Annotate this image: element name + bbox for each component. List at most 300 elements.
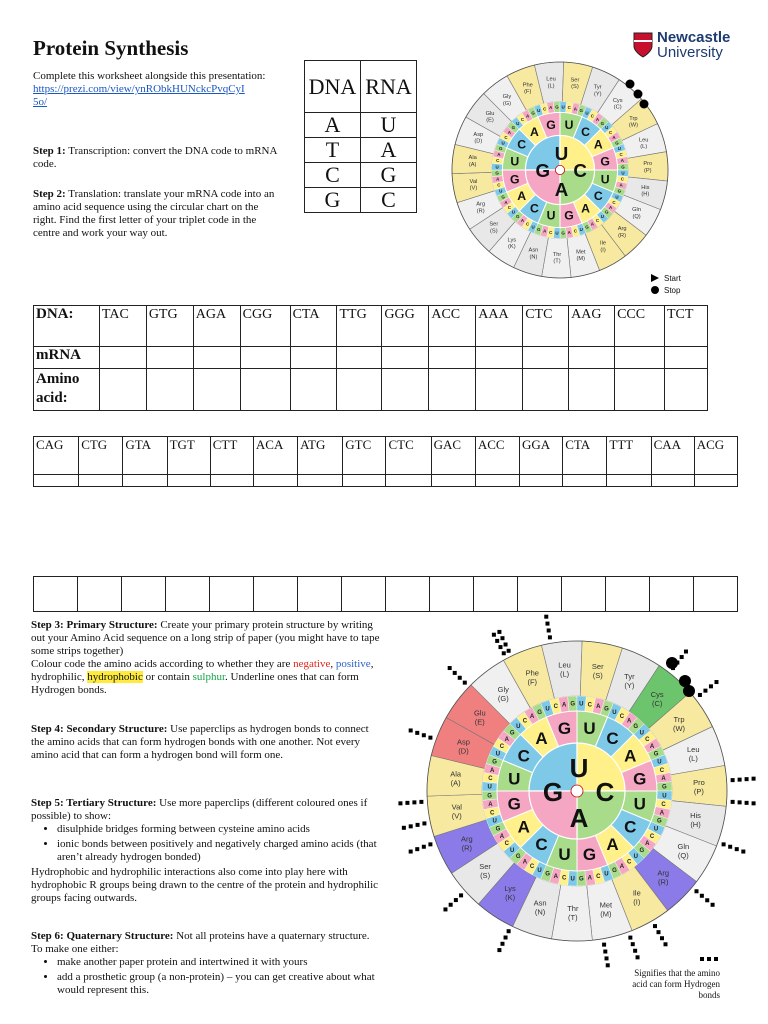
amino-cell[interactable] bbox=[476, 369, 523, 411]
amino-label: Phe (F) bbox=[525, 668, 539, 687]
hbond-mark bbox=[548, 635, 552, 639]
mrna-cell[interactable] bbox=[429, 347, 476, 369]
third-base-label: C bbox=[661, 801, 666, 808]
third-base-label: U bbox=[633, 853, 638, 860]
amino-label: Ile (I) bbox=[600, 240, 607, 254]
stop-codon-dot bbox=[683, 685, 695, 697]
dna-cell[interactable]: ATG bbox=[298, 437, 343, 475]
amino-label: Val (V) bbox=[451, 802, 462, 821]
amino-cell[interactable] bbox=[523, 369, 569, 411]
dna-cell[interactable]: CAG bbox=[34, 437, 79, 475]
third-base-label: U bbox=[561, 104, 565, 110]
dna-cell[interactable]: AGA bbox=[193, 306, 240, 347]
amino-label: Gly (G) bbox=[497, 684, 509, 703]
hbond-mark bbox=[703, 689, 707, 693]
second-base-label: G bbox=[600, 154, 610, 169]
amino-cell[interactable] bbox=[650, 577, 694, 612]
dna-cell[interactable]: TTG bbox=[337, 306, 382, 347]
dna-cell[interactable]: GTC bbox=[343, 437, 386, 475]
hbond-mark bbox=[605, 956, 609, 960]
second-base-label: C bbox=[529, 201, 539, 216]
start-stop-legend: Start Stop bbox=[650, 272, 681, 296]
third-base-label: U bbox=[487, 784, 492, 791]
hbond-mark bbox=[544, 615, 548, 619]
third-base-label: G bbox=[612, 868, 617, 875]
third-base-label: G bbox=[492, 759, 497, 766]
amino-label: Arg (R) bbox=[657, 868, 670, 887]
rna-header: RNA bbox=[361, 61, 417, 113]
page-title: Protein Synthesis bbox=[33, 36, 189, 60]
start-triangle-icon bbox=[650, 273, 660, 283]
amino-cell[interactable] bbox=[337, 369, 382, 411]
third-base-label: C bbox=[626, 859, 632, 866]
third-base-label: C bbox=[645, 736, 650, 743]
third-base-label: A bbox=[488, 801, 493, 808]
second-base-label: A bbox=[581, 201, 591, 216]
third-base-label: G bbox=[570, 701, 576, 708]
dna-cell[interactable]: AAG bbox=[569, 306, 615, 347]
mrna-cell[interactable] bbox=[520, 475, 563, 487]
mrna-cell[interactable] bbox=[664, 347, 707, 369]
mrna-cell[interactable] bbox=[651, 475, 694, 487]
third-base-label: U bbox=[657, 759, 662, 766]
mrna-cell[interactable] bbox=[210, 475, 253, 487]
hbond-mark bbox=[492, 633, 496, 637]
third-base-label: U bbox=[615, 194, 619, 200]
third-base-label: G bbox=[617, 188, 622, 194]
amino-cell[interactable] bbox=[664, 369, 707, 411]
amino-cell[interactable] bbox=[240, 369, 290, 411]
dna-cell[interactable]: TGT bbox=[167, 437, 210, 475]
hbond-mark bbox=[741, 850, 745, 854]
mrna-cell[interactable] bbox=[193, 347, 240, 369]
third-base-label: C bbox=[561, 875, 567, 882]
second-base-label: U bbox=[564, 118, 574, 133]
third-base-label: A bbox=[587, 875, 593, 882]
dna-cell[interactable]: CTC bbox=[523, 306, 569, 347]
amino-label: Ser (S) bbox=[479, 862, 491, 881]
dna-cell[interactable]: ACA bbox=[253, 437, 297, 475]
mrna-cell[interactable] bbox=[343, 475, 386, 487]
dna-header: DNA bbox=[305, 61, 361, 113]
third-base-label: G bbox=[579, 108, 583, 114]
third-base-label: U bbox=[612, 709, 617, 716]
second-base-label: G bbox=[557, 719, 572, 739]
amino-label: Trp (W) bbox=[628, 115, 639, 129]
third-base-label: U bbox=[639, 730, 645, 737]
dna-cell[interactable]: ACC bbox=[429, 306, 476, 347]
second-base-label: A bbox=[529, 125, 539, 140]
third-base-label: A bbox=[507, 129, 512, 135]
third-base-label: A bbox=[504, 199, 508, 205]
hbond-mark bbox=[448, 666, 452, 670]
second-base-label: A bbox=[593, 137, 603, 152]
third-base-label: U bbox=[579, 701, 584, 708]
dna-cell[interactable]: GAC bbox=[431, 437, 475, 475]
third-base-label: G bbox=[621, 164, 625, 170]
third-base-label: G bbox=[615, 140, 619, 146]
first-base-label: C bbox=[595, 777, 615, 807]
mrna-cell[interactable] bbox=[431, 475, 475, 487]
third-base-label: A bbox=[612, 135, 616, 141]
second-base-label: U bbox=[583, 719, 596, 739]
hbond-mark bbox=[660, 936, 664, 940]
hbond-mark bbox=[698, 693, 702, 697]
third-base-label: U bbox=[509, 847, 515, 854]
third-base-label: G bbox=[537, 226, 541, 232]
dna-cell[interactable]: CTA bbox=[563, 437, 607, 475]
hbond-mark bbox=[412, 800, 416, 804]
second-base-label: G bbox=[582, 844, 597, 864]
amino-label: Met (M) bbox=[576, 249, 586, 263]
second-base-label: U bbox=[508, 769, 521, 789]
third-base-label: C bbox=[497, 182, 501, 188]
amino-label: Leu (L) bbox=[687, 745, 700, 764]
amino-cell[interactable] bbox=[382, 369, 429, 411]
third-base-label: G bbox=[555, 104, 559, 110]
amino-cell[interactable] bbox=[146, 369, 193, 411]
hbond-mark bbox=[422, 821, 426, 825]
third-base-label: C bbox=[543, 106, 547, 112]
amino-label: Leu (L) bbox=[638, 137, 649, 151]
second-base-label: U bbox=[633, 794, 646, 814]
hbond-mark bbox=[416, 823, 420, 827]
third-base-label: C bbox=[488, 776, 493, 783]
second-base-label: C bbox=[581, 125, 591, 140]
hbond-mark bbox=[454, 898, 458, 902]
amino-cell[interactable] bbox=[34, 577, 78, 612]
third-base-label: A bbox=[596, 704, 601, 711]
step3: Step 3: Primary Structure: Create your primary protein structure by writing out your Amino Acid sequence on a long strip of paper (you might have to tape some strips together) Colour code the amino acids according to whether they are negative, positive, hydrophilic, hydrophobic or contain sulphur. Underline ones that can form Hydrogen bonds. bbox=[31, 619, 380, 696]
third-base-label: G bbox=[545, 871, 550, 878]
amino-label: Cys (C) bbox=[650, 690, 664, 709]
hbond-mark bbox=[504, 642, 508, 646]
dna-cell[interactable]: GTG bbox=[146, 306, 193, 347]
dna-cell[interactable]: ACC bbox=[475, 437, 519, 475]
codon-wheel-large bbox=[398, 612, 756, 970]
third-base-label: C bbox=[619, 152, 623, 158]
second-base-label: A bbox=[624, 746, 637, 766]
third-base-label: C bbox=[649, 833, 655, 840]
intro-text: Complete this worksheet alongside this presentation: https://prezi.com/view/ynRObkHUNckcPvqCyI 5o/ bbox=[33, 70, 283, 109]
amino-cell[interactable] bbox=[429, 369, 476, 411]
hbond-mark bbox=[653, 924, 657, 928]
third-base-label: A bbox=[497, 152, 501, 158]
second-base-label: U bbox=[558, 844, 571, 864]
dna-cell[interactable]: CGG bbox=[240, 306, 290, 347]
hbond-mark bbox=[675, 661, 679, 665]
third-base-label: U bbox=[600, 214, 604, 220]
amino-cell[interactable] bbox=[430, 577, 474, 612]
first-base-label: U bbox=[569, 753, 589, 783]
hbond-mark bbox=[714, 680, 718, 684]
amino-cell[interactable] bbox=[78, 577, 122, 612]
dna-cell[interactable]: TTT bbox=[607, 437, 651, 475]
third-base-label: C bbox=[526, 221, 530, 227]
amino-cell[interactable] bbox=[474, 577, 518, 612]
amino-cell[interactable] bbox=[122, 577, 166, 612]
amino-label: Leu (L) bbox=[546, 76, 556, 90]
hbond-mark bbox=[502, 651, 506, 655]
third-base-label: C bbox=[567, 105, 571, 111]
second-base-label: U bbox=[600, 172, 610, 187]
second-base-label: C bbox=[535, 835, 548, 855]
hbond-mark bbox=[428, 842, 432, 846]
mrna-cell[interactable] bbox=[523, 347, 569, 369]
mrna-cell[interactable] bbox=[123, 475, 167, 487]
third-base-label: U bbox=[621, 170, 625, 176]
amino-cell[interactable] bbox=[290, 369, 337, 411]
hbond-mark bbox=[631, 942, 635, 946]
mrna-cell[interactable] bbox=[615, 347, 665, 369]
hbond-mark bbox=[443, 907, 447, 911]
amino-label: Cys (C) bbox=[612, 97, 623, 111]
amino-label: Thr (T) bbox=[567, 903, 579, 922]
dna-cell[interactable]: GTA bbox=[123, 437, 167, 475]
mrna-cell[interactable] bbox=[563, 475, 607, 487]
mrna-cell[interactable] bbox=[167, 475, 210, 487]
third-base-label: G bbox=[515, 853, 521, 860]
mrna-cell[interactable] bbox=[253, 475, 297, 487]
third-base-label: A bbox=[619, 864, 625, 871]
amino-label: Asp (D) bbox=[473, 131, 484, 145]
third-base-label: U bbox=[545, 706, 550, 713]
hbond-mark bbox=[453, 671, 457, 675]
mrna-cell[interactable] bbox=[298, 475, 343, 487]
amino-cell[interactable] bbox=[615, 369, 665, 411]
hbond-mark bbox=[500, 942, 504, 946]
amino-label: Ser (S) bbox=[591, 661, 604, 680]
second-base-label: U bbox=[546, 208, 556, 223]
amino-label: Glu (E) bbox=[485, 110, 495, 124]
stop-codon-dot bbox=[634, 90, 643, 99]
mrna-cell[interactable] bbox=[607, 475, 651, 487]
amino-cell[interactable] bbox=[254, 577, 298, 612]
hbond-mark bbox=[500, 636, 504, 640]
mrna-cell[interactable] bbox=[337, 347, 382, 369]
hbond-mark bbox=[422, 733, 426, 737]
third-base-label: C bbox=[507, 204, 512, 210]
step2: Step 2: Translation: translate your mRNA code into an amino acid sequence using the circular chart on the right. Find the first letter of your triplet code in the centre and work your way out. bbox=[33, 188, 275, 239]
mrna-cell[interactable] bbox=[694, 475, 737, 487]
amino-label: Ile (I) bbox=[632, 888, 641, 907]
dna-cell[interactable]: CAA bbox=[651, 437, 694, 475]
hbond-mark bbox=[415, 731, 419, 735]
dna-cell[interactable]: CTG bbox=[79, 437, 123, 475]
third-base-label: U bbox=[604, 871, 609, 878]
hbond-mark bbox=[547, 628, 551, 632]
amino-label: Phe (F) bbox=[522, 82, 533, 96]
hbond-mark bbox=[507, 649, 511, 653]
first-base-label: A bbox=[554, 178, 569, 200]
third-base-label: C bbox=[489, 810, 495, 817]
third-base-label: A bbox=[522, 859, 528, 866]
third-base-label: C bbox=[522, 718, 528, 725]
dna-cell[interactable]: CTC bbox=[386, 437, 431, 475]
dashed-mark-icon bbox=[624, 954, 720, 965]
third-base-label: A bbox=[489, 767, 495, 774]
third-base-label: G bbox=[585, 224, 589, 230]
second-base-label: G bbox=[564, 208, 574, 223]
hbond-mark bbox=[752, 777, 756, 781]
third-base-label: U bbox=[501, 140, 505, 146]
dna-cell[interactable]: AAA bbox=[476, 306, 523, 347]
amino-label: Lys (K) bbox=[507, 237, 517, 251]
third-base-label: C bbox=[520, 116, 525, 122]
third-base-label: G bbox=[600, 120, 605, 126]
hbond-mark bbox=[409, 850, 413, 854]
dna-row-label: DNA: bbox=[34, 306, 100, 347]
amino-cell[interactable] bbox=[342, 577, 386, 612]
amino-cell[interactable] bbox=[694, 577, 738, 612]
step6: Step 6: Quaternary Structure: Not all proteins have a quaternary structure. To make one either: • make another paper protein and intertwined it with yours • add a prosthetic group (a non-protein) – you can get creative about what would represent this. bbox=[31, 930, 381, 999]
third-base-label: U bbox=[653, 826, 659, 833]
third-base-label: C bbox=[499, 744, 505, 751]
amino-label: Leu (L) bbox=[558, 660, 571, 679]
amino-cell[interactable] bbox=[99, 369, 146, 411]
hbond-mark bbox=[449, 903, 453, 907]
hbond-mark bbox=[409, 728, 413, 732]
center-dot bbox=[555, 165, 564, 174]
hbond-mark bbox=[664, 942, 668, 946]
third-base-label: A bbox=[567, 229, 571, 235]
third-base-label: C bbox=[596, 873, 601, 880]
first-base-label: G bbox=[542, 777, 564, 807]
third-base-label: G bbox=[495, 170, 499, 176]
third-base-label: A bbox=[543, 228, 547, 234]
third-base-label: G bbox=[487, 793, 492, 800]
hbond-mark bbox=[700, 894, 704, 898]
amino-cell[interactable] bbox=[210, 577, 254, 612]
university-logo: Newcastle University bbox=[633, 30, 743, 64]
third-base-label: C bbox=[590, 113, 594, 119]
codon-wheel-small bbox=[440, 50, 680, 290]
second-base-label: A bbox=[517, 817, 530, 837]
mrna-cell[interactable] bbox=[569, 347, 615, 369]
third-base-label: U bbox=[617, 146, 621, 152]
hbond-mark bbox=[628, 936, 632, 940]
second-base-label: C bbox=[606, 728, 619, 748]
dna-cell[interactable]: GGA bbox=[520, 437, 563, 475]
dna-cell[interactable]: CTA bbox=[290, 306, 337, 347]
hbond-mark bbox=[705, 898, 709, 902]
hbond-mark bbox=[422, 845, 426, 849]
hbond-mark bbox=[402, 826, 406, 830]
third-base-label: G bbox=[501, 194, 505, 200]
hbond-mark bbox=[463, 681, 467, 685]
amino-label: His (H) bbox=[690, 810, 701, 829]
third-base-label: C bbox=[587, 702, 593, 709]
third-base-label: C bbox=[504, 135, 508, 141]
dna-cell[interactable]: GGG bbox=[382, 306, 429, 347]
hbond-mark bbox=[738, 800, 742, 804]
amino-label: Pro (P) bbox=[693, 777, 705, 796]
mrna-cell[interactable] bbox=[290, 347, 337, 369]
amino-cell[interactable] bbox=[606, 577, 650, 612]
hbond-mark bbox=[459, 893, 463, 897]
mrna-cell[interactable] bbox=[476, 347, 523, 369]
hbond-mark bbox=[603, 950, 607, 954]
hbond-mark bbox=[722, 842, 726, 846]
amino-cell[interactable] bbox=[298, 577, 342, 612]
third-base-label: G bbox=[515, 214, 520, 220]
third-base-label: U bbox=[516, 724, 521, 731]
third-base-label: C bbox=[573, 228, 577, 234]
amino-label: Asn (N) bbox=[528, 247, 539, 261]
dna-cell[interactable]: CCC bbox=[615, 306, 665, 347]
second-base-label: C bbox=[517, 746, 530, 766]
prezi-link[interactable]: https://prezi.com/view/ynRObkHUNckcPvqCyI 5o/ bbox=[33, 83, 245, 108]
hbond-mark bbox=[419, 800, 423, 804]
center-dot bbox=[571, 785, 583, 797]
mrna-cell[interactable] bbox=[34, 475, 79, 487]
amino-label: Tyr (Y) bbox=[593, 84, 602, 98]
mrna-cell[interactable] bbox=[475, 475, 519, 487]
third-base-label: G bbox=[604, 209, 609, 215]
third-base-label: G bbox=[561, 230, 565, 236]
hbond-mark bbox=[428, 736, 432, 740]
hbond-mark bbox=[709, 684, 713, 688]
dna-cell[interactable]: TAC bbox=[99, 306, 146, 347]
third-base-label: U bbox=[499, 188, 503, 194]
third-base-label: G bbox=[633, 724, 639, 731]
hbond-mark bbox=[745, 801, 749, 805]
third-base-label: A bbox=[645, 841, 650, 848]
amino-label: Ser (S) bbox=[489, 221, 499, 235]
third-base-label: A bbox=[608, 204, 613, 210]
amino-label: Pro (P) bbox=[643, 161, 653, 174]
hbond-mark bbox=[495, 639, 499, 643]
third-base-label: G bbox=[498, 146, 503, 152]
stop-dot-icon bbox=[650, 285, 660, 295]
base-pairing-table: DNA RNA A U T A C G G C bbox=[304, 60, 417, 213]
third-base-label: U bbox=[511, 209, 515, 215]
mrna-cell[interactable] bbox=[386, 475, 431, 487]
second-base-label: C bbox=[624, 817, 637, 837]
hbond-mark bbox=[497, 948, 501, 952]
amino-cell[interactable] bbox=[386, 577, 430, 612]
hbond-mark bbox=[405, 801, 409, 805]
third-base-label: G bbox=[537, 709, 542, 716]
dna-cell[interactable]: TCT bbox=[664, 306, 707, 347]
amino-label: Met (M) bbox=[599, 900, 613, 919]
dna-cell[interactable]: ACG bbox=[694, 437, 737, 475]
hbond-mark bbox=[752, 801, 756, 805]
amino-acid-table-3 bbox=[33, 576, 738, 612]
third-base-label: U bbox=[495, 751, 501, 758]
third-base-label: U bbox=[495, 164, 499, 170]
third-base-label: A bbox=[590, 221, 594, 227]
amino-cell[interactable] bbox=[193, 369, 240, 411]
mrna-cell[interactable] bbox=[99, 347, 146, 369]
third-base-label: G bbox=[578, 876, 584, 883]
mrna-cell[interactable] bbox=[79, 475, 123, 487]
mrna-cell[interactable] bbox=[240, 347, 290, 369]
amino-cell[interactable] bbox=[569, 369, 615, 411]
hbond-legend: Signifies that the amino acid can form Hydrogen bonds bbox=[624, 954, 720, 1001]
amino-cell[interactable] bbox=[166, 577, 210, 612]
mrna-cell[interactable] bbox=[146, 347, 193, 369]
second-base-label: C bbox=[517, 137, 527, 152]
amino-cell[interactable] bbox=[518, 577, 562, 612]
amino-label: Thr (T) bbox=[552, 251, 562, 265]
dna-cell[interactable]: CTT bbox=[210, 437, 253, 475]
mrna-cell[interactable] bbox=[382, 347, 429, 369]
first-base-label: U bbox=[554, 142, 569, 164]
second-base-label: G bbox=[633, 769, 647, 789]
third-base-label: A bbox=[526, 113, 530, 119]
amino-cell[interactable] bbox=[562, 577, 606, 612]
